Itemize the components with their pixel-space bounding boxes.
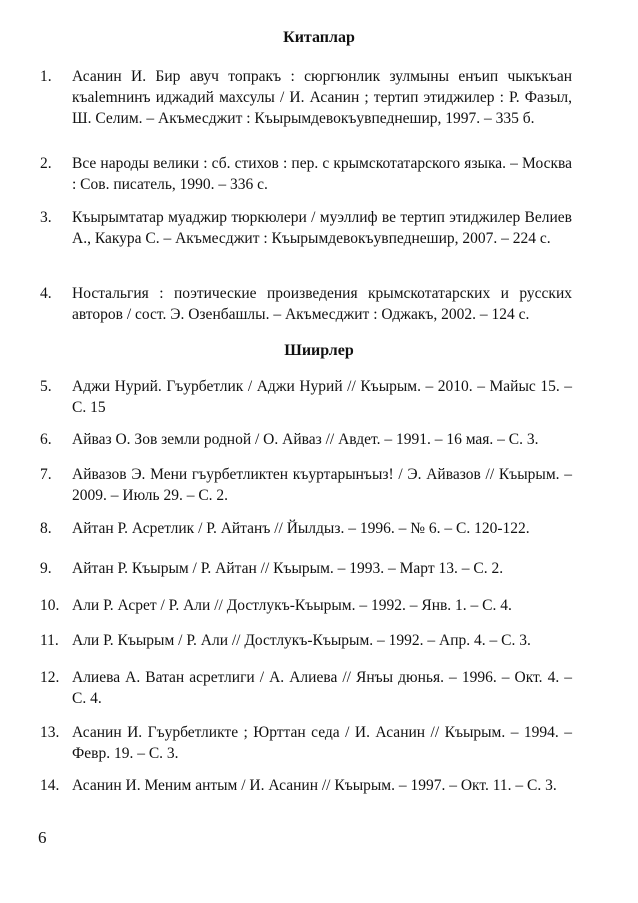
entry-text: Айтан Р. Асретлик / Р. Айтанъ // Йылдыз. – 1996. – № 6. – С. 120-122.	[72, 520, 530, 537]
bibliography-entry	[40, 722, 572, 764]
bibliography-entry	[40, 153, 572, 195]
entry-number: 4.	[40, 285, 52, 302]
entry-number: 7.	[40, 466, 52, 483]
bibliography-entry	[40, 558, 572, 579]
entry-number: 13.	[40, 724, 60, 741]
entry-text: Все народы велики : сб. стихов : пер. с крымскотатарского языка. – Москва : Сов. писатель, 1990. – 336 с.	[72, 155, 572, 193]
entry-number: 14.	[40, 777, 60, 794]
bibliography-entry	[40, 518, 572, 539]
entry-number: 11.	[40, 632, 59, 649]
entry-number: 10.	[40, 597, 60, 614]
bibliography-entry	[40, 464, 572, 506]
entry-text: Айтан Р. Къырым / Р. Айтан // Къырым. – 1993. – Март 13. – С. 2.	[72, 560, 504, 577]
section-heading-books: Китаплар	[283, 29, 355, 46]
entry-text: Алиева А. Ватан асретлиги / А. Алиева // Янъы дюнья. – 1996. – Окт. 4. – С. 4.	[72, 669, 572, 707]
section-heading-poems: Шиирлер	[284, 342, 354, 359]
bibliography-entry	[40, 283, 572, 325]
entry-number: 3.	[40, 209, 52, 226]
entry-text: Айваз О. Зов земли родной / О. Айваз // Авдет. – 1991. – 16 мая. – С. 3.	[72, 431, 539, 448]
entry-text: Аджи Нурий. Гъурбетлик / Аджи Нурий // Къырым. – 2010. – Майыс 15. – С. 15	[72, 378, 572, 416]
entry-number: 1.	[40, 68, 52, 85]
entry-number: 9.	[40, 560, 52, 577]
entry-text: Асанин И. Меним антым / И. Асанин // Къырым. – 1997. – Окт. 11. – С. 3.	[72, 777, 557, 794]
entry-number: 6.	[40, 431, 52, 448]
entry-text: Айвазов Э. Мени гъурбетликтен къуртарынъыз! / Э. Айвазов // Къырым. – 2009. – Июль 29. – С. 2.	[72, 466, 572, 504]
entry-text: Ностальгия : поэтические произведения крымскотатарских и русских авторов / сост. Э. Озенбашлы. – Акъмесджит : Оджакъ, 2002. – 124 с.	[72, 285, 572, 323]
entry-number: 8.	[40, 520, 52, 537]
entry-text: Къырымтатар муаджир тюркюлери / муэллиф ве тертип этиджилер Велиев А., Какура С. – Акъмесджит : Къырымдевокъувпеднешир, 2007. – 224 с.	[72, 209, 572, 247]
entry-text: Али Р. Къырым / Р. Али // Достлукъ-Къырым. – 1992. – Апр. 4. – С. 3.	[72, 632, 531, 649]
bibliography-entry	[40, 630, 572, 651]
entry-number: 2.	[40, 155, 52, 172]
entry-text: Асанин И. Бир авуч топракъ : сюргюнлик зулмыны енъип чыкъкъан къаlemнинъ иджадий махсулы / И. Асанин ; тертип этиджилер : Р. Фазыл, Ш. Селим. – Акъмесджит : Къырымдевокъувпеднешир, 1997. – 335 б.	[72, 68, 572, 127]
page-number: 6	[38, 828, 47, 847]
bibliography-entry	[40, 667, 572, 709]
entry-text: Асанин И. Гъурбетликте ; Юрттан седа / И. Асанин // Къырым. – 1994. – Февр. 19. – С. 3.	[72, 724, 572, 762]
entry-number: 5.	[40, 378, 52, 395]
bibliography-entry	[40, 775, 572, 796]
bibliography-entry	[40, 207, 572, 249]
bibliography-entry	[40, 376, 572, 418]
entry-number: 12.	[40, 669, 60, 686]
bibliography-entry	[40, 595, 572, 616]
bibliography-entry	[40, 66, 572, 129]
entry-text: Али Р. Асрет / Р. Али // Достлукъ-Къырым. – 1992. – Янв. 1. – С. 4.	[72, 597, 512, 614]
bibliography-entry	[40, 429, 572, 450]
